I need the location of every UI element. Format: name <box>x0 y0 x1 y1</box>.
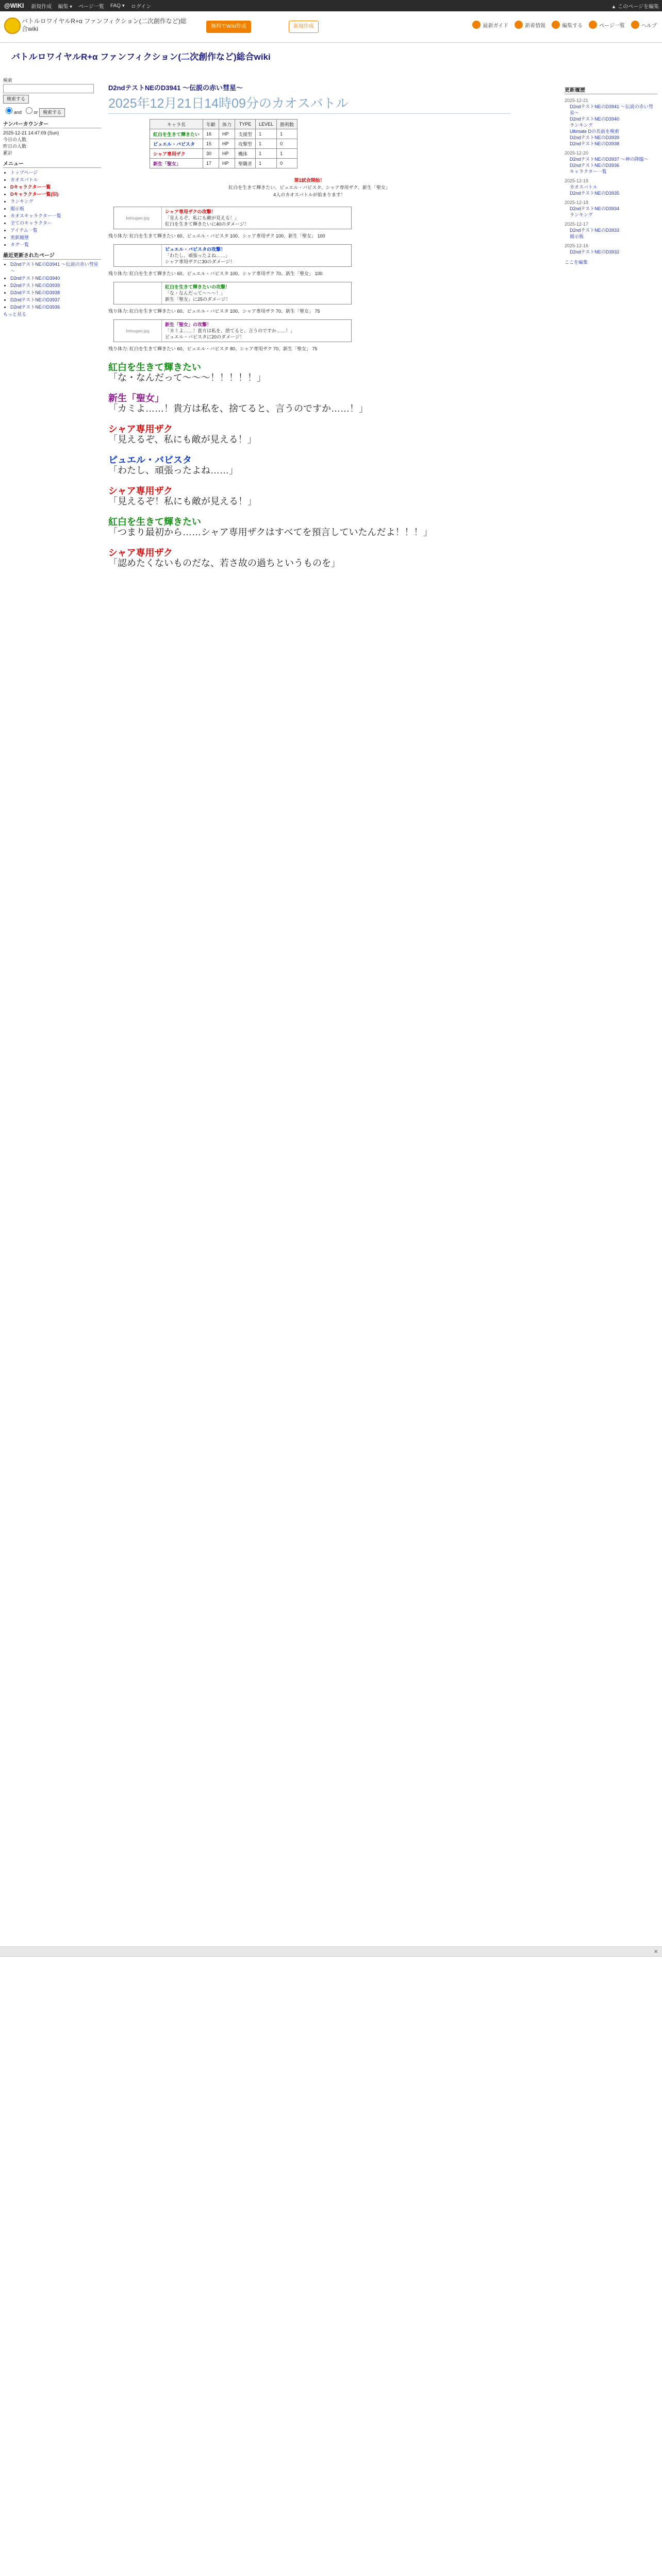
nav-edit[interactable]: 編集する <box>552 21 583 29</box>
search-label: 検索 <box>3 78 13 83</box>
quote-block <box>108 517 510 537</box>
topbar-item-login[interactable]: ログイン <box>130 4 152 10</box>
quote-speaker: ピュエル・バビスタ <box>108 455 192 465</box>
and-label: and <box>14 110 22 115</box>
battle-line: シャア専用ザクの攻撃！ <box>165 209 216 214</box>
battle-box <box>113 244 352 267</box>
col-header: キャラ名 <box>150 120 203 129</box>
quote-text: 「わたし、頑張ったよね……」 <box>108 465 238 476</box>
site-header <box>0 11 662 43</box>
col-header: 勝利数 <box>277 120 297 129</box>
history-item[interactable]: キャラクター一覧 <box>570 169 607 174</box>
cell: 1 <box>256 139 277 149</box>
battle-line: 「カミよ……！貴方は私を、捨てると、言うのですか……！」 <box>165 328 295 333</box>
char-name: 新生「聖女」 <box>150 159 203 168</box>
history-item[interactable]: D2ndテストNEのD3940 <box>570 116 620 122</box>
history-date: 2025-12-21 <box>565 98 589 103</box>
battle-line: 「見えるぞ、私にも敵が見える！」 <box>165 215 239 221</box>
cell: 0 <box>277 159 297 168</box>
recent-list <box>3 261 101 311</box>
history-item[interactable]: ランキング <box>570 212 593 217</box>
date-heading: 2025年12月21日14時09分のカオスバトル <box>108 93 510 114</box>
nav-news[interactable]: 新着情報 <box>515 21 545 29</box>
new-page-button[interactable]: 新規作成 <box>289 21 319 33</box>
cell: 1 <box>256 149 277 159</box>
col-header: TYPE <box>235 120 256 129</box>
quote-block <box>108 424 510 445</box>
col-header: LEVEL <box>256 120 277 129</box>
quote-block <box>108 486 510 506</box>
recent-title: 最近更新されたページ <box>3 252 101 260</box>
history-item[interactable]: D2ndテストNEのD3932 <box>570 249 620 255</box>
table-row <box>150 139 297 149</box>
battle-line: 紅白を生きて輝きたいの攻撃！ <box>165 284 230 290</box>
cell: 0 <box>277 139 297 149</box>
history-item[interactable]: ランキング <box>570 123 593 128</box>
topbar-item-edit[interactable]: 編集 ▾ <box>58 4 73 10</box>
history-item[interactable]: D2ndテストNEのD3941 ～伝説の赤い彗星～ <box>570 104 653 115</box>
history-item[interactable]: D2ndテストNEのD3939 <box>570 135 620 140</box>
battle-line: 新生「聖女」の攻撃！ <box>165 322 212 327</box>
menu-item[interactable]: 更新履歴 <box>10 235 29 240</box>
history-date: 2025-12-16 <box>565 243 589 248</box>
quote-text: 「カミよ……！貴方は私を、捨てると、言うのですか……！」 <box>108 403 368 414</box>
history-item[interactable]: D2ndテストNEのD3933 <box>570 228 620 233</box>
close-icon[interactable]: × <box>654 1947 658 1955</box>
quote-text: 「見えるぞ！私にも敵が見える！」 <box>108 496 257 506</box>
header-nav <box>472 21 657 29</box>
history-item[interactable]: Ultimate Dの名前を検索 <box>570 129 620 134</box>
or-radio[interactable] <box>26 107 32 114</box>
page-title[interactable]: バトルロワイヤルR+α ファンフィクション(二次創作など)総合wiki <box>11 52 271 62</box>
recent-item[interactable]: D2ndテストNEのD3939 <box>10 283 60 288</box>
or-label: or <box>34 110 38 115</box>
history-item[interactable]: D2ndテストNEのD3934 <box>570 206 620 211</box>
menu-item[interactable]: カオスキャラクター一覧 <box>10 213 61 218</box>
history-item[interactable]: D2ndテストNEのD3936 <box>570 163 620 168</box>
col-header: 体力 <box>219 120 235 129</box>
quote-speaker: 紅白を生きて輝きたい <box>108 362 201 372</box>
counter-today: 今日の人数 <box>3 137 27 142</box>
cell: 支援型 <box>235 129 256 139</box>
menu-item[interactable]: トップページ <box>10 170 38 175</box>
menu-item-red[interactable]: Dキャラクター一覧(旧) <box>10 192 59 197</box>
char-name: シャア専用ザク <box>150 149 203 159</box>
search-button-2[interactable]: 検索する <box>39 108 65 117</box>
cell: 16 <box>203 129 219 139</box>
cell: 30 <box>203 149 219 159</box>
quote-text: 「認めたくないものだな、若さ故の過ちというものを」 <box>108 558 340 568</box>
page-subtitle: D2ndテストNEのD3941 ～伝説の赤い彗星～ <box>108 84 243 92</box>
counter-title: ナンバーカウンター <box>3 121 101 128</box>
intro-line: 第1試合開始！ <box>294 178 325 183</box>
quote-block <box>108 455 510 476</box>
intro-line: 紅白を生きて輝きたい、ピュエル・バビスタ、シャア専用ザク、新生「聖女」 <box>228 185 390 190</box>
news-icon <box>515 21 523 29</box>
history-item[interactable]: カオスバトル <box>570 184 598 190</box>
recent-item[interactable]: D2ndテストNEのD3938 <box>10 290 60 295</box>
menu-item[interactable]: 掲示板 <box>10 206 25 211</box>
wiki-logo-icon[interactable] <box>4 18 21 34</box>
quote-block <box>108 548 510 568</box>
history-item[interactable]: D2ndテストNEのD3938 <box>570 141 620 146</box>
top-bar <box>0 0 662 11</box>
battle-line: 紅白を生きて輝きたいに40のダメージ！ <box>165 222 249 227</box>
nav-help[interactable]: ヘルプ <box>631 21 657 29</box>
cell: 聖職者 <box>235 159 256 168</box>
battle-result: 残り体力: 紅白を生きて輝きたい 60、ピュエル・バビスタ 100、シャア専用ザク 100、新生「聖女」 100 <box>108 233 325 239</box>
pencil-icon <box>552 21 560 29</box>
battle-line: ピュエル・バビスタに20のダメージ！ <box>165 334 244 340</box>
quote-speaker: 紅白を生きて輝きたい <box>108 517 201 527</box>
search-button[interactable]: 検索する <box>3 95 29 104</box>
history-date: 2025-12-18 <box>565 200 589 205</box>
cell: HP <box>219 129 235 139</box>
quote-text: 「つまり最初から……シャア専用ザクはすべてを預言していたんだよ！！！」 <box>108 527 433 537</box>
search-input[interactable] <box>3 84 94 93</box>
battle-intro <box>108 177 510 198</box>
quote-speaker: シャア専用ザク <box>108 548 173 558</box>
and-radio[interactable] <box>6 107 12 114</box>
table-row <box>150 149 297 159</box>
col-header: 年齢 <box>203 120 219 129</box>
battle-line: 「わたし、頑張ったよね……」 <box>165 253 230 258</box>
cell: HP <box>219 149 235 159</box>
quote-block <box>108 393 510 414</box>
recent-item[interactable]: D2ndテストNEのD3940 <box>10 276 60 281</box>
menu-item[interactable]: アイテム一覧 <box>10 228 38 233</box>
quote-speaker: 新生「聖女」 <box>108 393 164 403</box>
char-name: 紅白を生きて輝きたい <box>150 129 203 139</box>
cell: 1 <box>277 129 297 139</box>
topbar-item-pagelist[interactable]: ページ一覧 <box>78 4 104 10</box>
recent-item[interactable]: D2ndテストNEのD3937 <box>10 297 60 302</box>
topbar-item-faq[interactable]: FAQ ▾ <box>110 3 125 9</box>
cell: 1 <box>256 129 277 139</box>
battle-box <box>113 282 352 304</box>
character-image: ketsugao.jpg <box>114 320 162 342</box>
menu-title: メニュー <box>3 161 101 168</box>
cell: 1 <box>277 149 297 159</box>
cell: 1 <box>256 159 277 168</box>
help-icon <box>631 21 639 29</box>
intro-line: 4人のカオスバトルが始まります！ <box>273 192 345 197</box>
nav-pagelist[interactable]: ページ一覧 <box>589 21 625 29</box>
right-sidebar <box>565 88 657 265</box>
left-sidebar <box>3 77 101 318</box>
cell: HP <box>219 159 235 168</box>
table-header-row <box>150 120 297 129</box>
character-image <box>114 282 162 304</box>
list-icon <box>589 21 597 29</box>
ad-divider-bar <box>0 1946 662 1957</box>
topbar-edit-page[interactable]: ▲ このページを編集 <box>611 4 659 10</box>
battle-result: 残り体力: 紅白を生きて輝きたい 60、ピュエル・バビスタ 80、シャア専用ザク 70、新生「聖女」 75 <box>108 346 318 351</box>
main-content <box>108 82 510 579</box>
battle-line: シャア専用ザクに30のダメージ！ <box>165 259 235 264</box>
menu-item[interactable]: カオスバトル <box>10 177 38 182</box>
cell: 17 <box>203 159 219 168</box>
history-date: 2025-12-20 <box>565 150 589 156</box>
atwiki-logo[interactable]: @WIKI <box>4 2 24 9</box>
guide-icon <box>472 21 481 29</box>
menu-list <box>3 170 101 248</box>
character-image <box>114 245 162 266</box>
battle-line: ピュエル・バビスタの攻撃！ <box>165 247 226 252</box>
recent-item[interactable]: D2ndテストNEのD3941 ～伝説の赤い彗星～ <box>10 262 98 274</box>
counter-date: 2025-12-21 14:47:09 (Sun) <box>3 130 59 135</box>
history-edit-link[interactable]: ここを編集 <box>565 260 588 265</box>
battle-result: 残り体力: 紅白を生きて輝きたい 60、ピュエル・バビスタ 100、シャア専用ザク 70、新生「聖女」 75 <box>108 309 320 314</box>
quote-text: 「見えるぞ、私にも敵が見える！」 <box>108 434 257 445</box>
history-title: 更新履歴 <box>565 88 657 94</box>
history-date: 2025-12-17 <box>565 222 589 227</box>
recent-more-link[interactable]: もっと見る <box>3 312 27 317</box>
history-item[interactable]: D2ndテストNEのD3937 ～神の降臨～ <box>570 157 649 162</box>
wiki-name[interactable]: バトルロワイヤルR+α ファンフィクション(二次創作など)総合wiki <box>22 18 187 32</box>
menu-item[interactable]: ランキング <box>10 199 34 204</box>
character-table <box>150 119 297 168</box>
recent-item[interactable]: D2ndテストNEのD3936 <box>10 304 60 310</box>
nav-guide[interactable]: 最新ガイド <box>472 21 508 29</box>
create-wiki-button[interactable]: 無料でWiki作成 <box>206 21 251 33</box>
menu-item[interactable]: タグ一覧 <box>10 242 29 247</box>
counter-total: 累計 <box>3 150 13 156</box>
battle-box <box>113 319 352 342</box>
history-date: 2025-12-19 <box>565 178 589 183</box>
char-name: ピュエル・バビスタ <box>150 139 203 149</box>
table-row <box>150 129 297 139</box>
history-item[interactable]: D2ndテストNEのD3935 <box>570 191 620 196</box>
battle-line: 「な・なんだって～～～！」 <box>165 291 226 296</box>
cell: 機体 <box>235 149 256 159</box>
quote-speaker: シャア専用ザク <box>108 486 173 496</box>
quote-text: 「な・なんだって～～～！！！！！」 <box>108 372 266 383</box>
counter-yesterday: 昨日の人数 <box>3 144 27 149</box>
battle-line: 新生「聖女」に25のダメージ！ <box>165 297 230 302</box>
topbar-item-new[interactable]: 新規作成 <box>31 4 52 10</box>
cell: HP <box>219 139 235 149</box>
cell: 攻撃型 <box>235 139 256 149</box>
history-item[interactable]: 掲示板 <box>570 234 584 239</box>
battle-result: 残り体力: 紅白を生きて輝きたい 60、ピュエル・バビスタ 100、シャア専用ザク 70、新生「聖女」 100 <box>108 271 323 276</box>
table-row <box>150 159 297 168</box>
character-image: ketsugao.jpg <box>114 207 162 229</box>
menu-item-red[interactable]: Dキャラクター一覧 <box>10 184 51 190</box>
battle-box <box>113 207 352 229</box>
cell: 15 <box>203 139 219 149</box>
quote-speaker: シャア専用ザク <box>108 424 173 434</box>
page-title-bar <box>0 44 662 65</box>
menu-item[interactable]: 全てのキャラクター <box>10 221 52 226</box>
quote-block <box>108 362 510 383</box>
